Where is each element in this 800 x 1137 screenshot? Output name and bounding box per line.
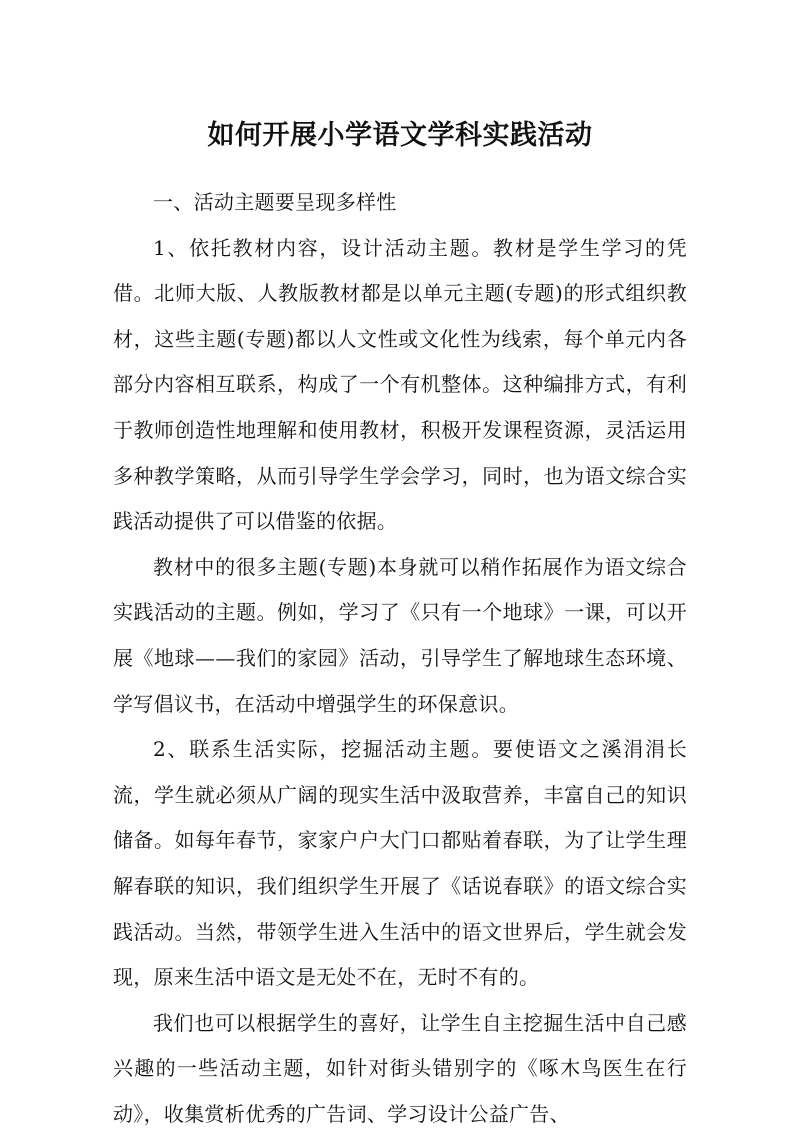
paragraph: 1、依托教材内容，设计活动主题。教材是学生学习的凭借。北师大版、人教版教材都是以单元主题(专题)的形式组织教材，这些主题(专题)都以人文性或文化性为线索，每个单元内各部分内容相互联系，构成了一个有机整体。这种编排方式，有利于教师创造性地理解和使用教材，积极开发课程资源，灵活运用多种教学策略，从而引导学生学会学习，同时，也为语文综合实践活动提供了可以借鉴的依据。 xyxy=(113,235,687,534)
section-heading: 一、活动主题要呈现多样性 xyxy=(153,190,397,214)
document-title: 如何开展小学语文学科实践活动 xyxy=(207,120,593,152)
paragraph: 教材中的很多主题(专题)本身就可以稍作拓展作为语文综合实践活动的主题。例如，学习了《只有一个地球》一课，可以开展《地球——我们的家园》活动，引导学生了解地球生态环境、学写倡议书，在活动中增强学生的环保意识。 xyxy=(113,554,687,716)
document-body xyxy=(113,180,687,1137)
paragraph: 我们也可以根据学生的喜好，让学生自主挖掘生活中自己感兴趣的一些活动主题，如针对街头错别字的《啄木鸟医生在行动》，收集赏析优秀的广告词、学习设计公益广告、 xyxy=(113,1010,687,1126)
paragraph: 2、联系生活实际，挖掘活动主题。要使语文之溪涓涓长流，学生就必须从广阔的现实生活中汲取营养，丰富自己的知识储备。如每年春节，家家户户大门口都贴着春联，为了让学生理解春联的知识，我们组织学生开展了《话说春联》的语文综合实践活动。当然，带领学生进入生活中的语文世界后，学生就会发现，原来生活中语文是无处不在，无时不有的。 xyxy=(113,737,687,990)
